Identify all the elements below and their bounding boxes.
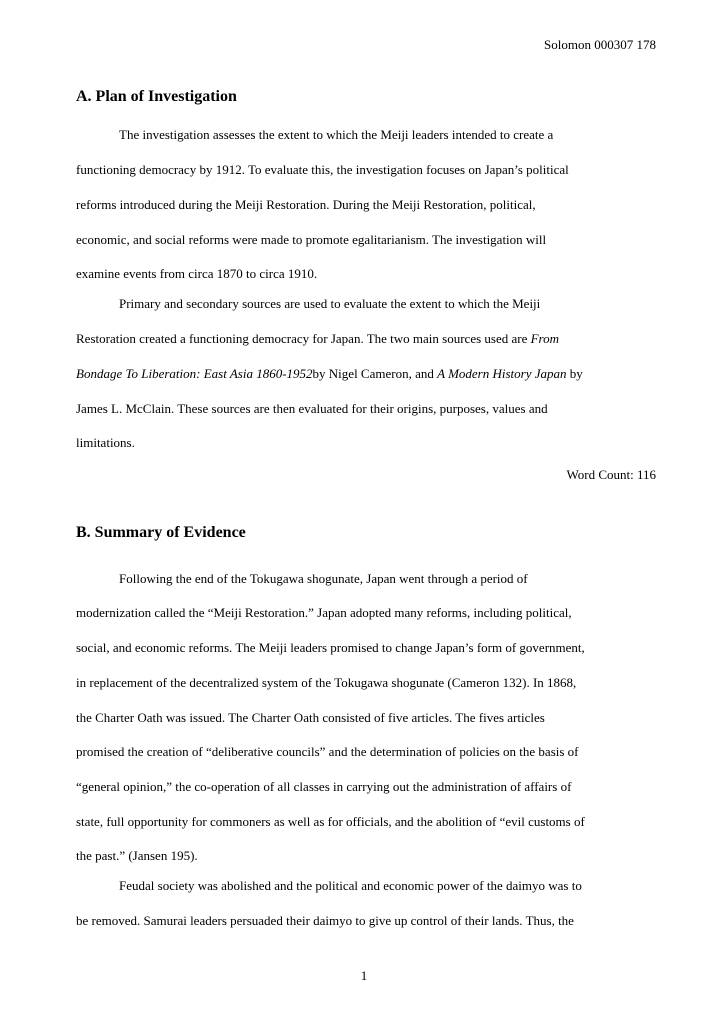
- paragraph-line: promised the creation of “deliberative councils” and the determination of policies on the basis of: [76, 744, 579, 759]
- line-text: Restoration created a functioning democracy for Japan. The two main sources used are: [76, 331, 531, 346]
- paragraph-line: reforms introduced during the Meiji Restoration. During the Meiji Restoration, political,: [76, 197, 536, 212]
- paragraph-line: functioning democracy by 1912. To evaluate this, the investigation focuses on Japan’s political: [76, 162, 569, 177]
- paragraph-line: state, full opportunity for commoners as well as for officials, and the abolition of “evil customs of: [76, 814, 585, 829]
- word-count: Word Count: 116: [566, 467, 656, 482]
- running-head: Solomon 000307 178: [544, 37, 656, 52]
- page-number: 1: [360, 968, 368, 983]
- paragraph-line: [76, 331, 559, 347]
- paragraph-line: the Charter Oath was issued. The Charter Oath consisted of five articles. The fives articles: [76, 710, 545, 725]
- paragraph-line: social, and economic reforms. The Meiji leaders promised to change Japan’s form of government,: [76, 640, 585, 655]
- paragraph-line: modernization called the “Meiji Restoration.” Japan adopted many reforms, including political,: [76, 605, 572, 620]
- paragraph-line: limitations.: [76, 435, 135, 450]
- paragraph-line: in replacement of the decentralized system of the Tokugawa shogunate (Cameron 132). In 1868,: [76, 675, 577, 690]
- paragraph-line: “general opinion,” the co-operation of all classes in carrying out the administration of affairs of: [76, 779, 572, 794]
- paragraph-line: economic, and social reforms were made to promote egalitarianism. The investigation will: [76, 232, 547, 247]
- book-title-cameron: Bondage To Liberation: East Asia 1860-1952: [76, 366, 313, 381]
- paragraph-line: [76, 366, 583, 382]
- paragraph-line: The investigation assesses the extent to which the Meiji leaders intended to create a: [119, 127, 554, 142]
- section-b-heading: B. Summary of Evidence: [76, 524, 246, 541]
- paragraph-line: Feudal society was abolished and the political and economic power of the daimyo was to: [119, 878, 582, 893]
- paragraph-line: Primary and secondary sources are used to evaluate the extent to which the Meiji: [119, 296, 541, 311]
- book-title-mcclain: A Modern History Japan: [437, 366, 567, 381]
- book-title-fragment: From: [530, 331, 559, 346]
- section-a-heading: A. Plan of Investigation: [76, 88, 237, 105]
- paragraph-line: examine events from circa 1870 to circa 1910.: [76, 266, 318, 281]
- paragraph-line: the past.” (Jansen 195).: [76, 848, 198, 863]
- paragraph-line: James L. McClain. These sources are then evaluated for their origins, purposes, values and: [76, 401, 548, 416]
- line-text: by: [566, 366, 583, 381]
- line-text: by Nigel Cameron, and: [312, 366, 438, 381]
- paragraph-line: be removed. Samurai leaders persuaded their daimyo to give up control of their lands. Thus, the: [76, 913, 574, 928]
- paragraph-line: Following the end of the Tokugawa shogunate, Japan went through a period of: [119, 571, 528, 586]
